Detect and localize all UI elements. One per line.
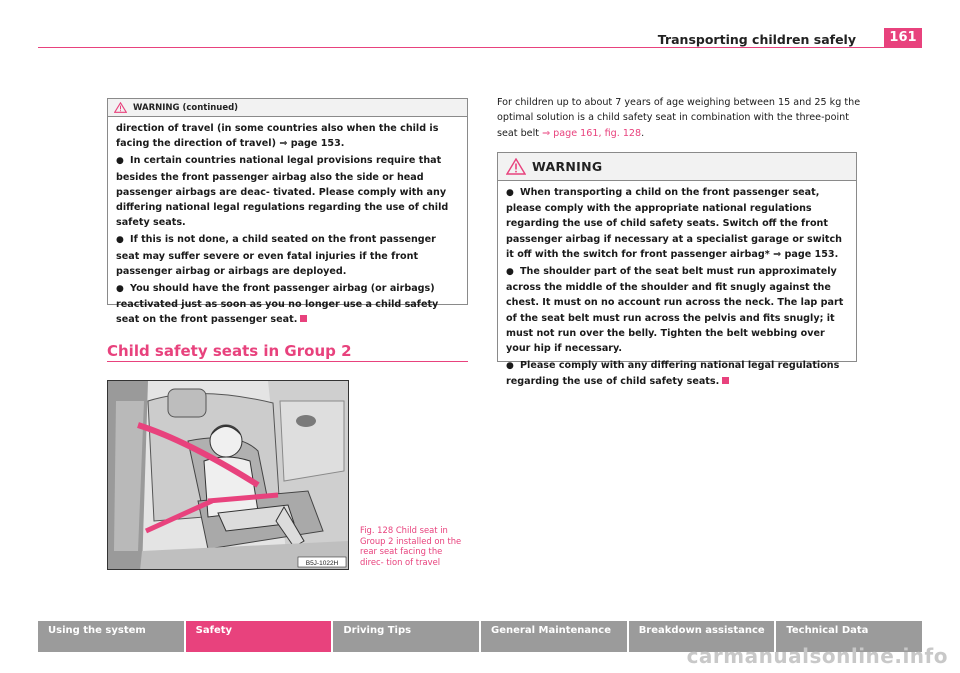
page-number: 161 bbox=[884, 28, 922, 48]
warning-continued-line: direction of travel (in some countries also when the child is facing the direction of travel) ⇒ page 153. bbox=[116, 123, 439, 150]
warning-continued-body bbox=[108, 117, 467, 334]
bullet-icon: ● bbox=[116, 235, 124, 246]
header-divider bbox=[38, 47, 922, 48]
warning-continued-bullet: ● If this is not done, a child seated on the front passenger seat may suffer severe or even fatal injuries if the front passenger airbag or airbags are deployed. bbox=[116, 234, 436, 277]
warning-bullet: ● The shoulder part of the seat belt must run approximately across the middle of the shoulder and fit snugly against the chest. It must on no account run across the neck. The lap part of the seat belt must run across the pelvis and fits snugly; it must not run over the belly. Tighten the belt webbing over your hip if necessary. bbox=[506, 266, 844, 355]
end-mark-icon bbox=[300, 315, 307, 322]
warning-body bbox=[498, 181, 856, 396]
bullet-icon: ● bbox=[116, 156, 124, 167]
figure-ref-link[interactable]: page 161, fig. 128 bbox=[553, 127, 642, 139]
bullet-icon: ● bbox=[116, 284, 124, 295]
warning-bullet: ● When transporting a child on the front passenger seat, please comply with the appropriate national regulations regarding the use of child safety seats. Switch off the front passenger airbag if necessary at a specialist garage or switch it off with the switch for front passenger airbag* ⇒ page 153. bbox=[506, 187, 842, 260]
bullet-icon: ● bbox=[506, 361, 514, 372]
warning-header bbox=[498, 153, 856, 181]
warning-bullet: ● Please comply with any differing national legal regulations regarding the use of child safety seats. bbox=[506, 360, 840, 388]
arrow-right-icon: ⇒ bbox=[542, 127, 551, 139]
footer-tab-breakdown-assistance[interactable]: Breakdown assistance bbox=[629, 621, 775, 652]
warning-continued-bullet: ● In certain countries national legal provisions require that besides the front passenger airbag also the side or head passenger airbags are deac- tivated. Please comply with any differing national legal regulations regarding the use of child safety seats. bbox=[116, 155, 449, 229]
watermark: carmanualsonline.info bbox=[686, 644, 948, 668]
arrow-right-icon: ⇒ bbox=[279, 138, 288, 150]
warning-triangle-icon bbox=[114, 102, 127, 113]
page-header-title: Transporting children safely bbox=[657, 32, 856, 47]
warning-continued-header bbox=[108, 99, 467, 117]
footer-tab-technical-data[interactable]: Technical Data bbox=[776, 621, 922, 652]
section-divider bbox=[107, 361, 468, 362]
page-ref-link[interactable]: page 153. bbox=[290, 138, 345, 150]
arrow-right-icon: ⇒ bbox=[773, 248, 782, 260]
warning-continued-title: WARNING (continued) bbox=[133, 102, 239, 113]
warning-continued-bullet: ● You should have the front passenger airbag (or airbags) reactivated just as soon as you no longer use a child safety seat on the front passenger seat. bbox=[116, 283, 439, 326]
child-seat-illustration bbox=[108, 381, 349, 570]
section-title: Child safety seats in Group 2 bbox=[107, 342, 352, 360]
bullet-icon: ● bbox=[506, 188, 514, 198]
warning-title: WARNING bbox=[532, 159, 603, 174]
warning-triangle-icon bbox=[506, 158, 526, 175]
figure-code: B5J-1022H bbox=[305, 560, 339, 567]
intro-paragraph: For children up to about 7 years of age weighing between 15 and 25 kg the optimal solution is a child safety seat in combination with the three-point seat belt ⇒ page 161, fig. 128. bbox=[497, 97, 861, 139]
warning-continued-box bbox=[107, 98, 468, 326]
footer-tab-using-the-system[interactable]: Using the system bbox=[38, 621, 184, 652]
page-ref-link[interactable]: page 153. bbox=[784, 248, 839, 260]
footer-tab-driving-tips[interactable]: Driving Tips bbox=[333, 621, 479, 652]
footer-tab-general-maintenance[interactable]: General Maintenance bbox=[481, 621, 627, 652]
footer-tab-safety[interactable]: Safety bbox=[186, 621, 332, 652]
figure-child-seat-illustration bbox=[107, 380, 349, 570]
figure-caption: Fig. 128 Child seat in Group 2 installed on the rear seat facing the direc- tion of travel bbox=[360, 525, 462, 567]
warning-box bbox=[497, 152, 857, 388]
bullet-icon: ● bbox=[506, 267, 514, 278]
end-mark-icon bbox=[722, 377, 729, 384]
